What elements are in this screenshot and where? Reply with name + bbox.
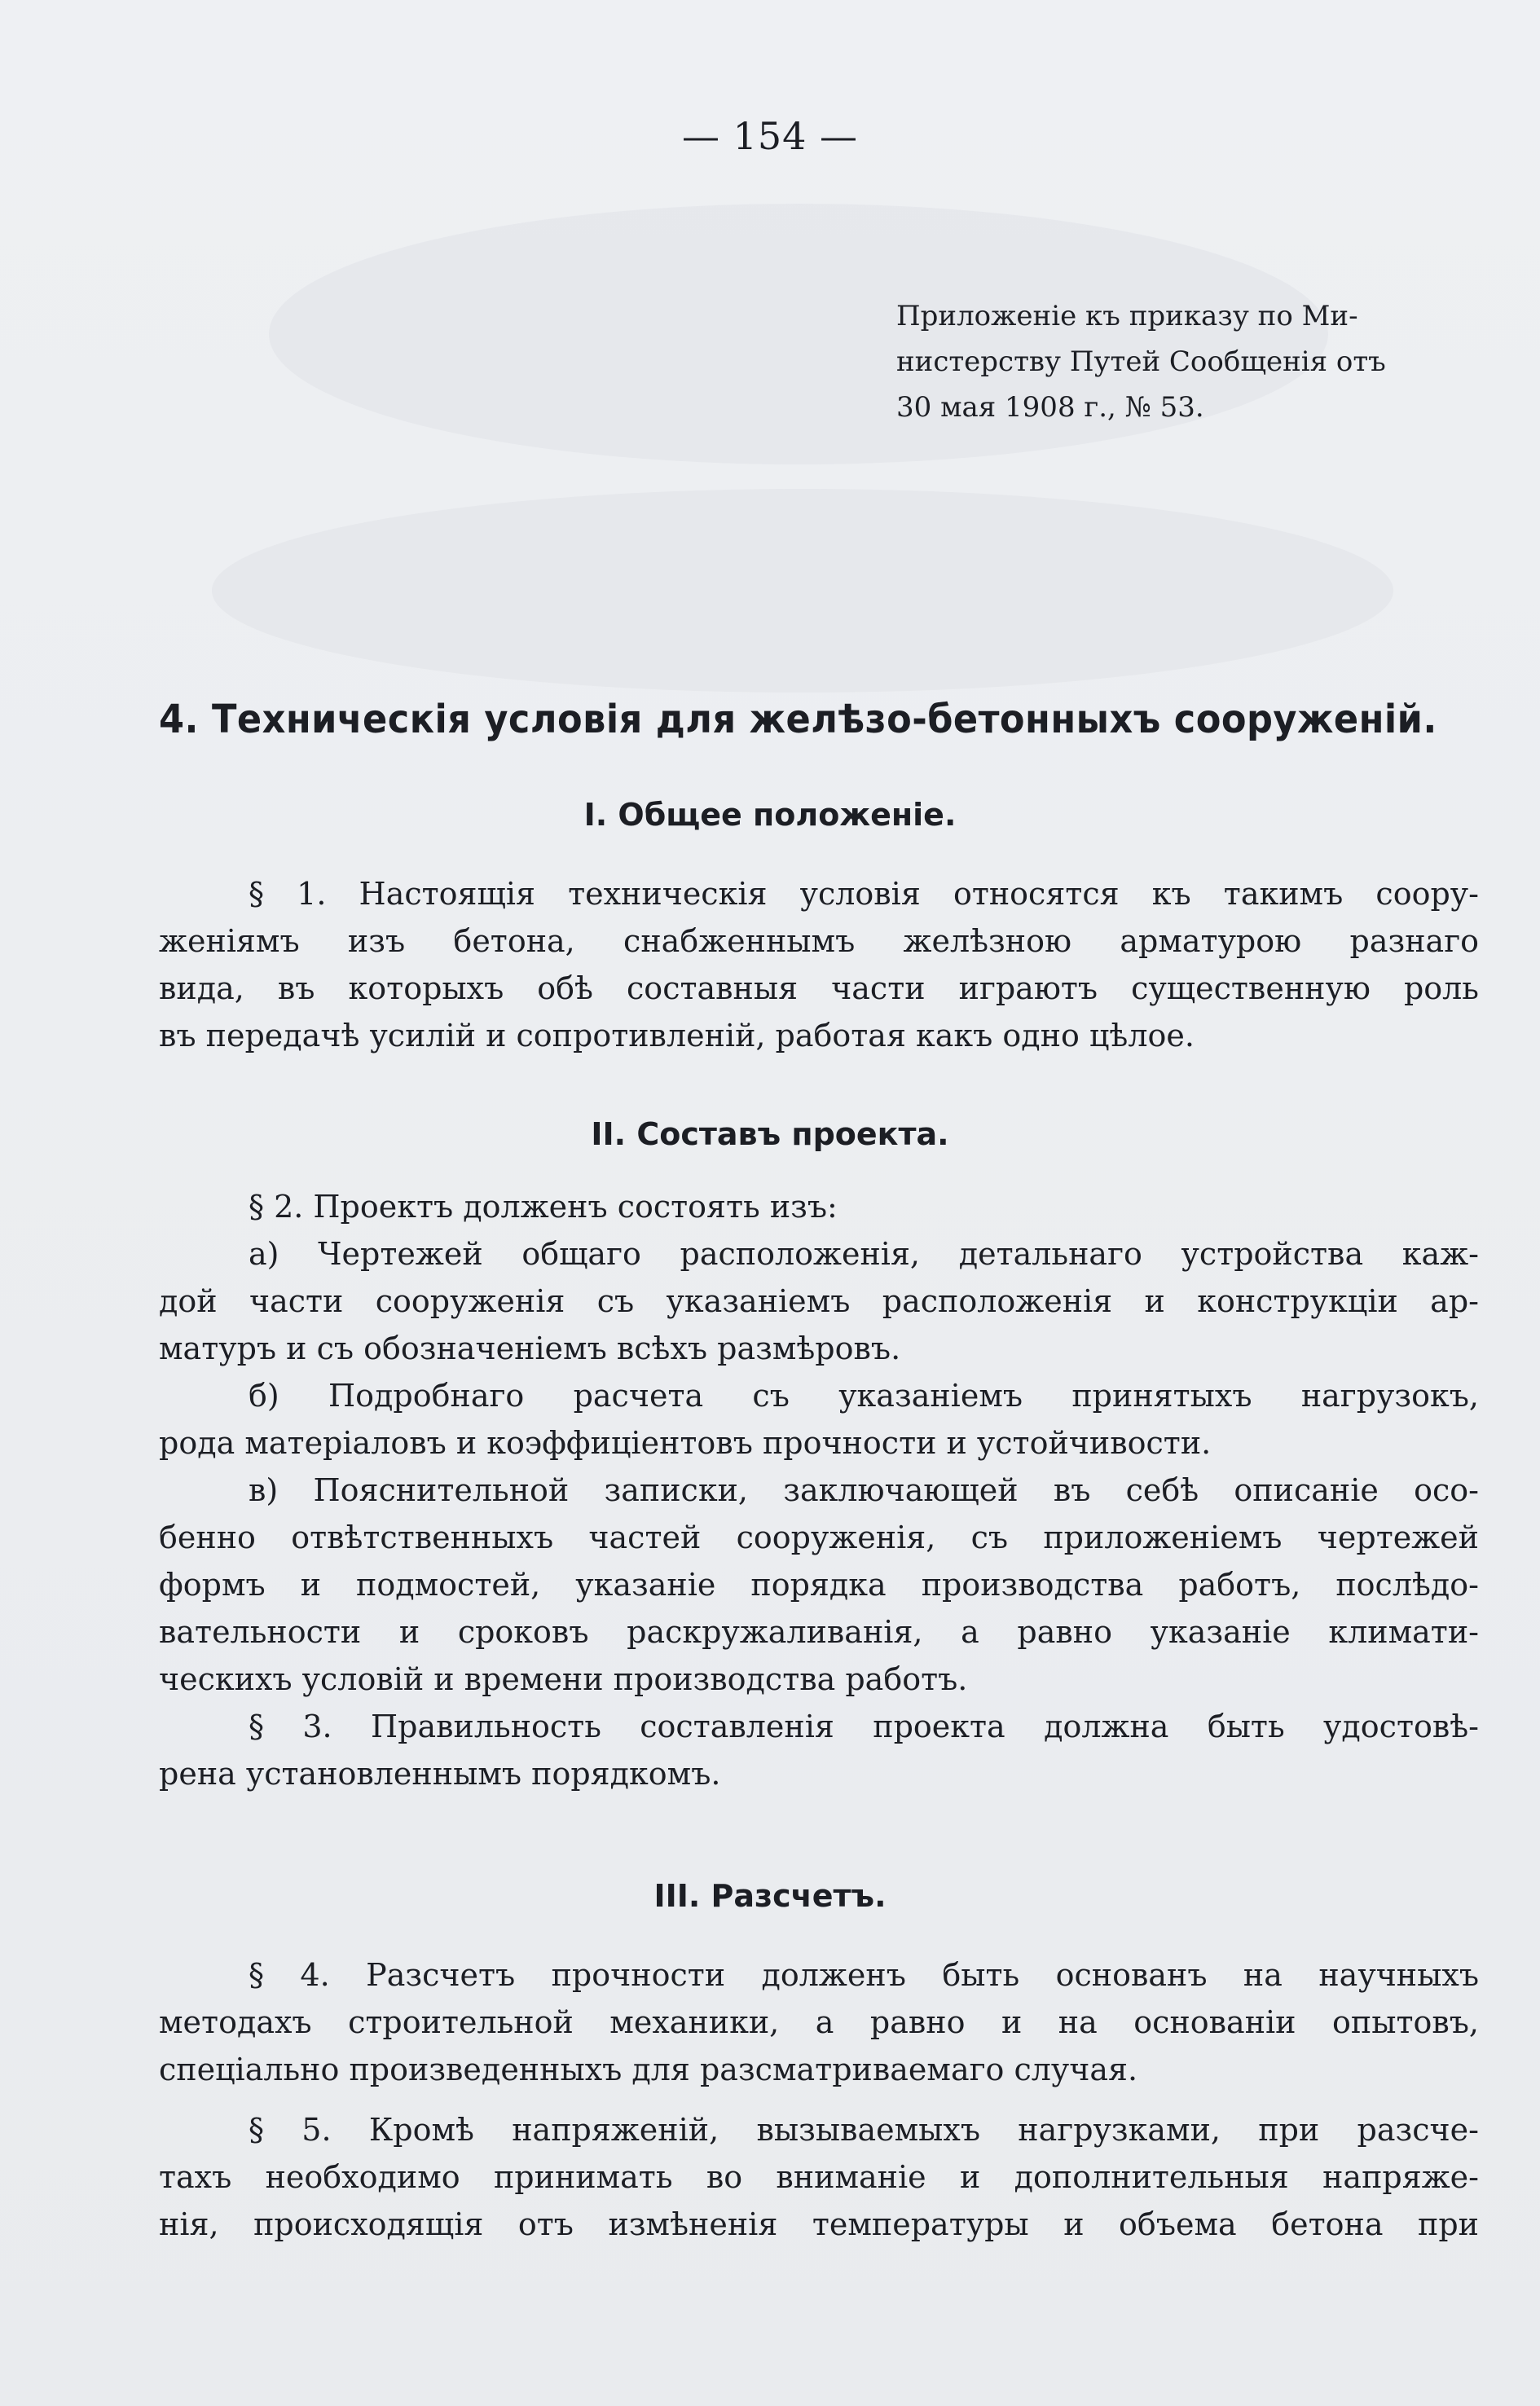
text-line: въ передачѣ усилій и сопротивленій, работая какъ одно цѣлое.: [159, 1018, 1195, 1053]
appendix-note: [896, 293, 1459, 430]
document-title: 4. Техническія условія для желѣзо-бетонныхъ сооруженій.: [159, 697, 1437, 742]
page-number: — 154 —: [681, 114, 859, 158]
text-line: рена установленнымъ порядкомъ.: [159, 1756, 721, 1792]
text-line: дой части сооруженія съ указаніемъ расположенія и конструкціи ар-: [159, 1283, 1479, 1319]
appendix-note-line: Приложеніе къ приказу по Ми-: [896, 300, 1358, 332]
text-line: вида, въ которыхъ обѣ составныя части играютъ существенную роль: [159, 970, 1479, 1006]
text-line: нія, происходящія отъ измѣненія температуры и объема бетона при: [159, 2206, 1479, 2242]
paragraph-3: [159, 1951, 1479, 2248]
text-line: а) Чертежей общаго расположенія, детальнаго устройства каж-: [249, 1236, 1479, 1272]
text-line: женіямъ изъ бетона, снабженнымъ желѣзною арматурою разнаго: [159, 923, 1479, 959]
paragraph-1: [159, 870, 1479, 1059]
section-heading-calculation: III. Разсчетъ.: [653, 1878, 887, 1914]
text-line: рода матеріаловъ и коэффиціентовъ прочности и устойчивости.: [159, 1425, 1212, 1461]
text-line: § 4. Разсчетъ прочности долженъ быть основанъ на научныхъ: [249, 1957, 1479, 1993]
text-line: формъ и подмостей, указаніе порядка производства работъ, послѣдо-: [159, 1567, 1479, 1603]
text-line: в) Пояснительной записки, заключающей въ себѣ описаніе осо-: [249, 1472, 1479, 1508]
section-heading-general: I. Общее положеніе.: [583, 797, 957, 833]
text-line: спеціально произведенныхъ для разсматриваемаго случая.: [159, 2052, 1138, 2087]
text-line: бенно отвѣтственныхъ частей сооруженія, съ приложеніемъ чертежей: [159, 1520, 1479, 1555]
bleed-through-stain: [212, 489, 1393, 693]
appendix-note-line: 30 мая 1908 г., № 53.: [896, 391, 1204, 424]
appendix-note-line: нистерству Путей Сообщенія отъ: [896, 345, 1386, 378]
text-line: § 5. Кромѣ напряженій, вызываемыхъ нагрузками, при разсче-: [249, 2112, 1479, 2148]
text-line: тахъ необходимо принимать во вниманіе и дополнительныя напряже-: [159, 2159, 1479, 2195]
text-line: матуръ и съ обозначеніемъ всѣхъ размѣровъ.: [159, 1331, 901, 1366]
section-heading-project: II. Составъ проекта.: [591, 1116, 949, 1152]
text-line: методахъ строительной механики, а равно и на основаніи опытовъ,: [159, 2004, 1479, 2040]
text-line: § 1. Настоящія техническія условія относятся къ такимъ соору-: [249, 876, 1479, 912]
text-line: вательности и сроковъ раскружаливанія, а равно указаніе климати-: [159, 1614, 1479, 1650]
paragraph-2: [159, 1183, 1479, 1797]
text-line: ческихъ условій и времени производства работъ.: [159, 1661, 968, 1697]
text-line: § 2. Проектъ долженъ состоять изъ:: [249, 1189, 838, 1225]
text-line: § 3. Правильность составленія проекта должна быть удостовѣ-: [249, 1709, 1479, 1744]
text-line: б) Подробнаго расчета съ указаніемъ принятыхъ нагрузокъ,: [249, 1378, 1479, 1414]
